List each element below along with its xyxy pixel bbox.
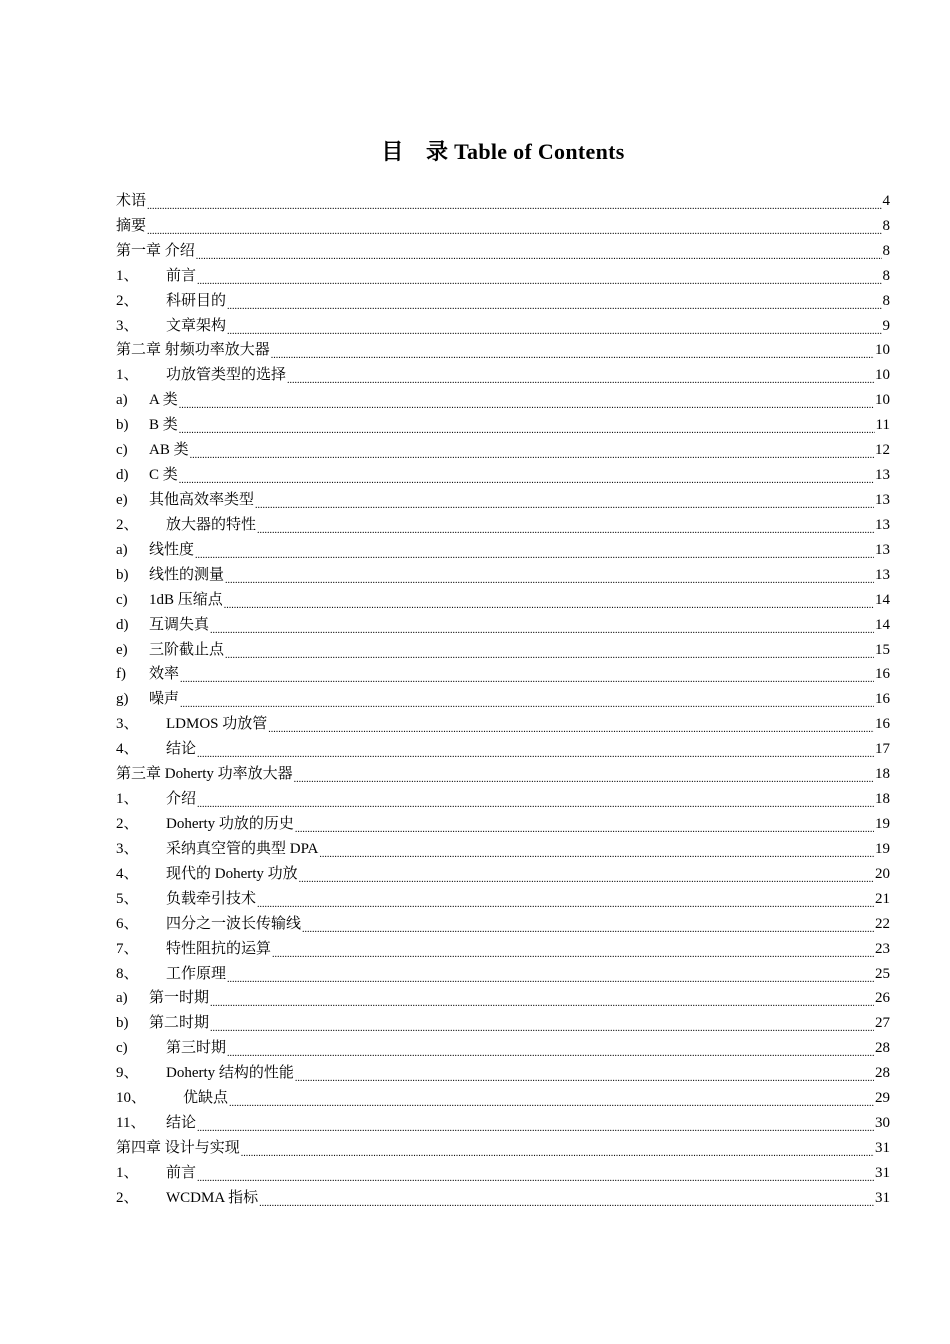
toc-entry[interactable] [116, 737, 890, 762]
toc-page-number: 13 [875, 566, 890, 583]
dot-leader [147, 223, 881, 238]
toc-label: 优缺点 [183, 1090, 229, 1107]
toc-page-number: 26 [875, 990, 890, 1007]
toc-page-number: 12 [875, 442, 890, 459]
dot-leader [224, 597, 874, 612]
toc-label: 第二章 射频功率放大器 [116, 342, 270, 359]
toc-entry[interactable] [116, 314, 890, 339]
toc-entry[interactable] [116, 1061, 890, 1086]
toc-entry[interactable] [116, 438, 890, 463]
toc-page-number: 30 [875, 1115, 890, 1132]
toc-page-number: 20 [875, 865, 890, 882]
toc-label: 现代的 Doherty 功放 [166, 865, 298, 882]
toc-number: 2、 [116, 816, 139, 832]
toc-entry[interactable] [116, 1161, 890, 1186]
toc-entry[interactable] [116, 588, 890, 613]
toc-entry[interactable] [116, 787, 890, 812]
dot-leader [180, 696, 874, 711]
toc-page-number: 18 [875, 766, 890, 783]
toc-label: 线性的测量 [149, 566, 225, 583]
toc-page-number: 19 [875, 840, 890, 857]
toc-entry[interactable] [116, 239, 890, 264]
dot-leader [227, 971, 874, 986]
dot-leader [225, 647, 874, 662]
dot-leader [225, 572, 874, 587]
toc-label: 第四章 设计与实现 [116, 1139, 240, 1156]
toc-number: 4、 [116, 865, 139, 882]
toc-label: 1dB 压缩点 [149, 591, 223, 608]
dot-leader [197, 273, 881, 288]
toc-entry[interactable] [116, 937, 890, 962]
toc-label: Doherty 结构的性能 [166, 1065, 294, 1082]
dot-leader [272, 946, 874, 961]
toc-entry[interactable] [116, 538, 890, 563]
dot-leader [180, 671, 874, 686]
toc-number: 6、 [116, 915, 139, 932]
dot-leader [179, 472, 874, 487]
toc-page-number: 31 [875, 1139, 890, 1156]
toc-page-number: 10 [875, 367, 890, 384]
toc-entry[interactable] [116, 1136, 890, 1161]
toc-page-number: 29 [875, 1090, 890, 1107]
dot-leader [268, 721, 874, 736]
toc-entry[interactable] [116, 214, 890, 239]
toc-label: 第一时期 [149, 990, 210, 1007]
toc-label: 工作原理 [166, 965, 227, 982]
toc-label: 特性阻抗的运算 [166, 940, 272, 957]
toc-number: 1、 [116, 267, 139, 284]
toc-number: 3、 [116, 716, 139, 733]
toc-label: LDMOS 功放管 [166, 716, 268, 733]
toc-label: 采纳真空管的典型 DPA [166, 840, 319, 857]
dot-leader [197, 1170, 874, 1185]
dot-leader [241, 1145, 874, 1160]
dot-leader [229, 1095, 874, 1110]
dot-leader [255, 497, 874, 512]
toc-page-number: 19 [875, 816, 890, 832]
toc-number: c) [116, 591, 128, 608]
toc-label: 放大器的特性 [166, 516, 257, 533]
toc-entry[interactable] [116, 289, 890, 314]
toc-page-number: 8 [882, 292, 890, 309]
toc-number: e) [116, 492, 128, 509]
dot-leader [294, 771, 874, 786]
toc-page-number: 9 [882, 317, 890, 334]
dot-leader [295, 821, 874, 836]
toc-entry[interactable] [116, 663, 890, 688]
toc-number: g) [116, 691, 129, 708]
dot-leader [287, 372, 874, 387]
toc-label: 文章架构 [166, 317, 227, 334]
dot-leader [227, 323, 881, 338]
dot-leader [319, 846, 874, 861]
toc-label: AB 类 [149, 442, 189, 459]
toc-page-number: 16 [875, 666, 890, 683]
toc-page-number: 27 [875, 1015, 890, 1032]
toc-entry[interactable] [116, 513, 890, 538]
toc-number: b) [116, 1015, 129, 1032]
toc-entry[interactable] [116, 339, 890, 364]
dot-leader [190, 447, 874, 462]
toc-label: 第三章 Doherty 功率放大器 [116, 766, 293, 783]
dot-leader [299, 871, 874, 886]
toc-number: 4、 [116, 741, 139, 758]
toc-entry[interactable] [116, 962, 890, 987]
toc-label: 四分之一波长传输线 [166, 915, 302, 932]
toc-entry[interactable] [116, 712, 890, 737]
dot-leader [271, 347, 874, 362]
toc-page-number: 8 [882, 217, 890, 234]
table-of-contents [116, 189, 890, 1211]
toc-entry[interactable] [116, 1011, 890, 1036]
toc-label: WCDMA 指标 [166, 1189, 259, 1206]
toc-label: 第二时期 [149, 1015, 210, 1032]
toc-page-number: 25 [875, 965, 890, 982]
toc-page-number: 13 [875, 516, 890, 533]
toc-number: 1、 [116, 367, 139, 384]
toc-page-number: 16 [875, 691, 890, 708]
toc-entry[interactable] [116, 488, 890, 513]
toc-entry[interactable] [116, 463, 890, 488]
dot-leader [210, 1020, 874, 1035]
toc-page-number: 23 [875, 940, 890, 957]
page-title: 目 录 Table of Contents [381, 139, 625, 164]
toc-label: 三阶截止点 [149, 641, 225, 658]
toc-label: 功放管类型的选择 [166, 367, 287, 384]
toc-label: 噪声 [149, 691, 180, 708]
toc-number: d) [116, 467, 129, 484]
toc-number: c) [116, 442, 128, 459]
dot-leader [259, 1195, 874, 1210]
dot-leader [227, 298, 881, 313]
toc-number: 5、 [116, 890, 139, 907]
toc-label: 科研目的 [166, 292, 227, 309]
toc-entry[interactable] [116, 563, 890, 588]
toc-page-number: 22 [875, 915, 890, 932]
toc-label: A 类 [149, 392, 178, 409]
dot-leader [257, 522, 874, 537]
toc-entry[interactable] [116, 837, 890, 862]
toc-page-number: 11 [875, 417, 890, 434]
toc-entry[interactable] [116, 413, 890, 438]
toc-page-number: 10 [875, 392, 890, 409]
toc-number: 3、 [116, 317, 139, 334]
toc-label: 介绍 [166, 791, 197, 808]
toc-label: B 类 [149, 417, 178, 434]
toc-entry[interactable] [116, 1086, 890, 1111]
toc-label: 摘要 [116, 217, 147, 234]
toc-entry[interactable] [116, 388, 890, 413]
toc-page-number: 13 [875, 467, 890, 484]
toc-page-number: 17 [875, 741, 890, 758]
toc-entry[interactable] [116, 812, 890, 837]
toc-number: 1、 [116, 791, 139, 808]
toc-entry[interactable] [116, 638, 890, 663]
dot-leader [302, 921, 874, 936]
toc-number: c) [116, 1040, 128, 1057]
toc-entry[interactable] [116, 1186, 890, 1211]
dot-leader [210, 622, 874, 637]
toc-page-number: 8 [882, 267, 890, 284]
toc-number: 2、 [116, 292, 139, 309]
dot-leader [147, 198, 881, 213]
toc-label: 互调失真 [149, 616, 210, 633]
toc-number: f) [116, 666, 126, 683]
toc-label: 结论 [166, 1115, 197, 1132]
toc-number: e) [116, 641, 128, 658]
dot-leader [197, 796, 874, 811]
toc-page-number: 4 [882, 192, 890, 209]
toc-number: 7、 [116, 940, 139, 957]
toc-page-number: 13 [875, 492, 890, 509]
dot-leader [179, 422, 875, 437]
toc-entry[interactable] [116, 264, 890, 289]
toc-entry[interactable] [116, 862, 890, 887]
toc-label: 负载牵引技术 [166, 890, 257, 907]
toc-page-number: 15 [875, 641, 890, 658]
toc-label: 效率 [149, 666, 180, 683]
toc-label: 第一章 介绍 [116, 242, 195, 259]
toc-page-number: 31 [875, 1189, 890, 1206]
dot-leader [179, 397, 874, 412]
toc-page-number: 28 [875, 1065, 890, 1082]
toc-number: 10、 [116, 1090, 147, 1107]
toc-label: 前言 [166, 1164, 197, 1181]
toc-label: 其他高效率类型 [149, 492, 255, 509]
toc-entry[interactable] [116, 1111, 890, 1136]
toc-page-number: 14 [875, 616, 890, 633]
toc-number: 2、 [116, 516, 139, 533]
toc-number: 1、 [116, 1164, 139, 1181]
toc-label: 结论 [166, 741, 197, 758]
toc-label: 前言 [166, 267, 197, 284]
toc-entry[interactable] [116, 687, 890, 712]
toc-page-number: 13 [875, 541, 890, 558]
dot-leader [257, 896, 874, 911]
toc-number: d) [116, 616, 129, 633]
toc-number: 9、 [116, 1065, 139, 1082]
toc-entry[interactable] [116, 987, 890, 1012]
toc-page-number: 14 [875, 591, 890, 608]
dot-leader [196, 248, 882, 263]
toc-entry[interactable] [116, 363, 890, 388]
toc-page-number: 28 [875, 1040, 890, 1057]
toc-number: 8、 [116, 965, 139, 982]
toc-entry[interactable] [116, 189, 890, 214]
dot-leader [197, 746, 874, 761]
toc-label: 第三时期 [166, 1040, 227, 1057]
dot-leader [210, 995, 874, 1010]
toc-page-number: 16 [875, 716, 890, 733]
toc-label: 线性度 [149, 541, 195, 558]
toc-number: 11、 [116, 1115, 146, 1132]
dot-leader [195, 547, 874, 562]
toc-number: 2、 [116, 1189, 139, 1206]
toc-page-number: 31 [875, 1164, 890, 1181]
toc-number: b) [116, 566, 129, 583]
toc-label: Doherty 功放的历史 [166, 816, 294, 832]
toc-label: 术语 [116, 192, 147, 209]
toc-entry[interactable] [116, 1036, 890, 1061]
toc-entry[interactable] [116, 613, 890, 638]
toc-page-number: 10 [875, 342, 890, 359]
dot-leader [227, 1045, 874, 1060]
toc-entry[interactable] [116, 912, 890, 937]
toc-entry[interactable] [116, 887, 890, 912]
toc-page-number: 8 [882, 242, 890, 259]
toc-number: b) [116, 417, 129, 434]
toc-entry[interactable] [116, 762, 890, 787]
toc-number: 3、 [116, 840, 139, 857]
toc-page-number: 18 [875, 791, 890, 808]
toc-number: a) [116, 541, 128, 558]
dot-leader [197, 1120, 874, 1135]
toc-number: a) [116, 990, 128, 1007]
toc-page-number: 21 [875, 890, 890, 907]
dot-leader [295, 1070, 874, 1085]
toc-label: C 类 [149, 467, 178, 484]
toc-number: a) [116, 392, 128, 409]
